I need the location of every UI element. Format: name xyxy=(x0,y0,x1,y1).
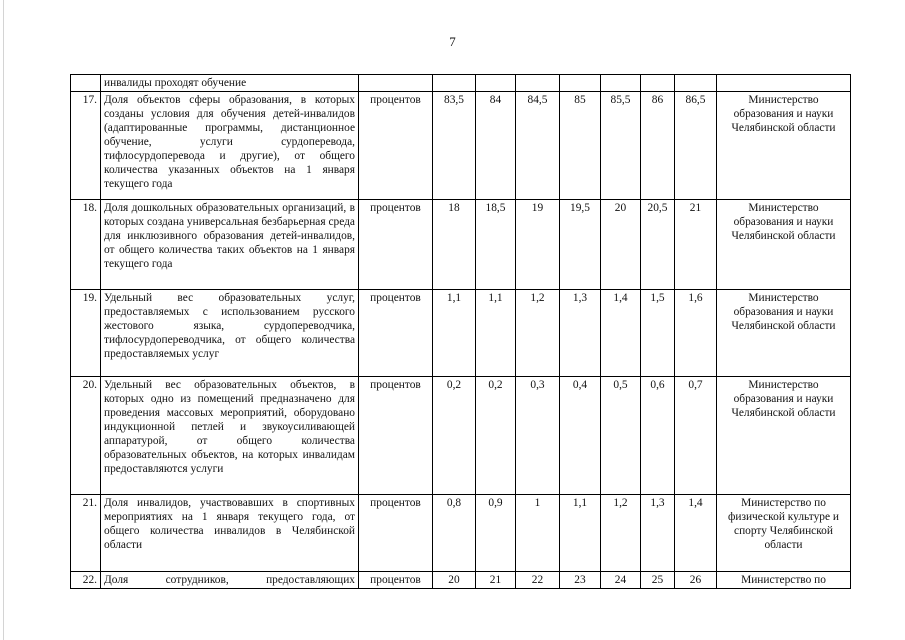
value-cell: 18 xyxy=(433,200,476,290)
value-cell: 86 xyxy=(641,92,675,200)
value-cell: 0,6 xyxy=(641,377,675,495)
value-cell: 1,5 xyxy=(641,290,675,377)
value-cell: 0,8 xyxy=(433,495,476,572)
ministry-cell: Министерство по физической культуре и спорту Челябинской области xyxy=(717,495,851,572)
ministry-cell: Министерство образования и науки Челябинской области xyxy=(717,290,851,377)
value-cell: 85,5 xyxy=(601,92,641,200)
value-cell: 1 xyxy=(516,495,560,572)
value-cell: 0,4 xyxy=(560,377,601,495)
value-cell xyxy=(476,75,516,92)
value-cell xyxy=(560,75,601,92)
ministry-cell: Министерство образования и науки Челябинской области xyxy=(717,377,851,495)
description-cell: Удельный вес образовательных объектов, в которых одно из помещений предназначено для проведения массовых мероприятий, оборудовано индукционной петлей и звукоусиливающей аппаратурой, от общего количества образовательных объектов, на которых инвалидам предоставляются услуги xyxy=(101,377,359,495)
table-row xyxy=(71,572,851,589)
value-cell: 1,2 xyxy=(516,290,560,377)
unit-cell: процентов xyxy=(359,572,433,589)
table-row-continuation xyxy=(71,75,851,92)
value-cell: 0,7 xyxy=(675,377,717,495)
table-row xyxy=(71,377,851,495)
unit-cell: процентов xyxy=(359,377,433,495)
value-cell: 84,5 xyxy=(516,92,560,200)
num-cell: 22. xyxy=(71,572,101,589)
value-cell: 23 xyxy=(560,572,601,589)
value-cell: 22 xyxy=(516,572,560,589)
value-cell: 18,5 xyxy=(476,200,516,290)
value-cell: 0,3 xyxy=(516,377,560,495)
value-cell xyxy=(601,75,641,92)
unit-cell: процентов xyxy=(359,200,433,290)
value-cell: 1,3 xyxy=(560,290,601,377)
description-cell: Доля сотрудников, предоставляющих xyxy=(101,572,359,589)
description-cell: Доля дошкольных образовательных организаций, в которых создана универсальная безбарьерная среда для инклюзивного образования детей-инвалидов, от общего количества таких объектов на 1 января текущего года xyxy=(101,200,359,290)
ministry-cell xyxy=(717,75,851,92)
value-cell: 1,4 xyxy=(601,290,641,377)
value-cell: 20 xyxy=(601,200,641,290)
value-cell: 1,1 xyxy=(433,290,476,377)
unit-cell xyxy=(359,75,433,92)
num-cell: 21. xyxy=(71,495,101,572)
value-cell: 86,5 xyxy=(675,92,717,200)
num-cell: 20. xyxy=(71,377,101,495)
table-row xyxy=(71,200,851,290)
description-cell: инвалиды проходят обучение xyxy=(101,75,359,92)
value-cell xyxy=(433,75,476,92)
ministry-cell: Министерство по xyxy=(717,572,851,589)
value-cell xyxy=(641,75,675,92)
description-cell: Удельный вес образовательных услуг, предоставляемых с использованием русского жестового языка, сурдопереводчика, тифлосурдопереводчика, от общего количества предоставляемых услуг xyxy=(101,290,359,377)
value-cell: 24 xyxy=(601,572,641,589)
num-cell: 18. xyxy=(71,200,101,290)
value-cell: 0,5 xyxy=(601,377,641,495)
ministry-cell: Министерство образования и науки Челябинской области xyxy=(717,92,851,200)
value-cell: 0,2 xyxy=(433,377,476,495)
table-row xyxy=(71,92,851,200)
unit-cell: процентов xyxy=(359,92,433,200)
value-cell: 26 xyxy=(675,572,717,589)
num-cell: 17. xyxy=(71,92,101,200)
num-cell: 19. xyxy=(71,290,101,377)
unit-cell: процентов xyxy=(359,495,433,572)
scan-edge-line xyxy=(3,0,4,640)
indicator-table xyxy=(70,74,851,589)
value-cell: 19,5 xyxy=(560,200,601,290)
description-cell: Доля объектов сферы образования, в которых созданы условия для обучения детей-инвалидов (адаптированные программы, дистанционное обучение, услуги сурдоперевода, тифлосурдоперевода и другие), от общего количества указанных объектов на 1 января текущего года xyxy=(101,92,359,200)
ministry-cell: Министерство образования и науки Челябинской области xyxy=(717,200,851,290)
value-cell xyxy=(675,75,717,92)
value-cell: 1,3 xyxy=(641,495,675,572)
value-cell: 1,1 xyxy=(476,290,516,377)
num-cell xyxy=(71,75,101,92)
value-cell: 84 xyxy=(476,92,516,200)
description-cell: Доля инвалидов, участвовавших в спортивных мероприятиях на 1 января текущего года, от общего количества инвалидов в Челябинской области xyxy=(101,495,359,572)
value-cell xyxy=(516,75,560,92)
value-cell: 1,6 xyxy=(675,290,717,377)
value-cell: 21 xyxy=(675,200,717,290)
value-cell: 1,1 xyxy=(560,495,601,572)
value-cell: 1,2 xyxy=(601,495,641,572)
value-cell: 20 xyxy=(433,572,476,589)
value-cell: 21 xyxy=(476,572,516,589)
value-cell: 25 xyxy=(641,572,675,589)
table-row xyxy=(71,495,851,572)
value-cell: 19 xyxy=(516,200,560,290)
value-cell: 20,5 xyxy=(641,200,675,290)
value-cell: 83,5 xyxy=(433,92,476,200)
table-row xyxy=(71,290,851,377)
page-number: 7 xyxy=(449,34,456,49)
value-cell: 1,4 xyxy=(675,495,717,572)
unit-cell: процентов xyxy=(359,290,433,377)
value-cell: 0,2 xyxy=(476,377,516,495)
value-cell: 0,9 xyxy=(476,495,516,572)
value-cell: 85 xyxy=(560,92,601,200)
